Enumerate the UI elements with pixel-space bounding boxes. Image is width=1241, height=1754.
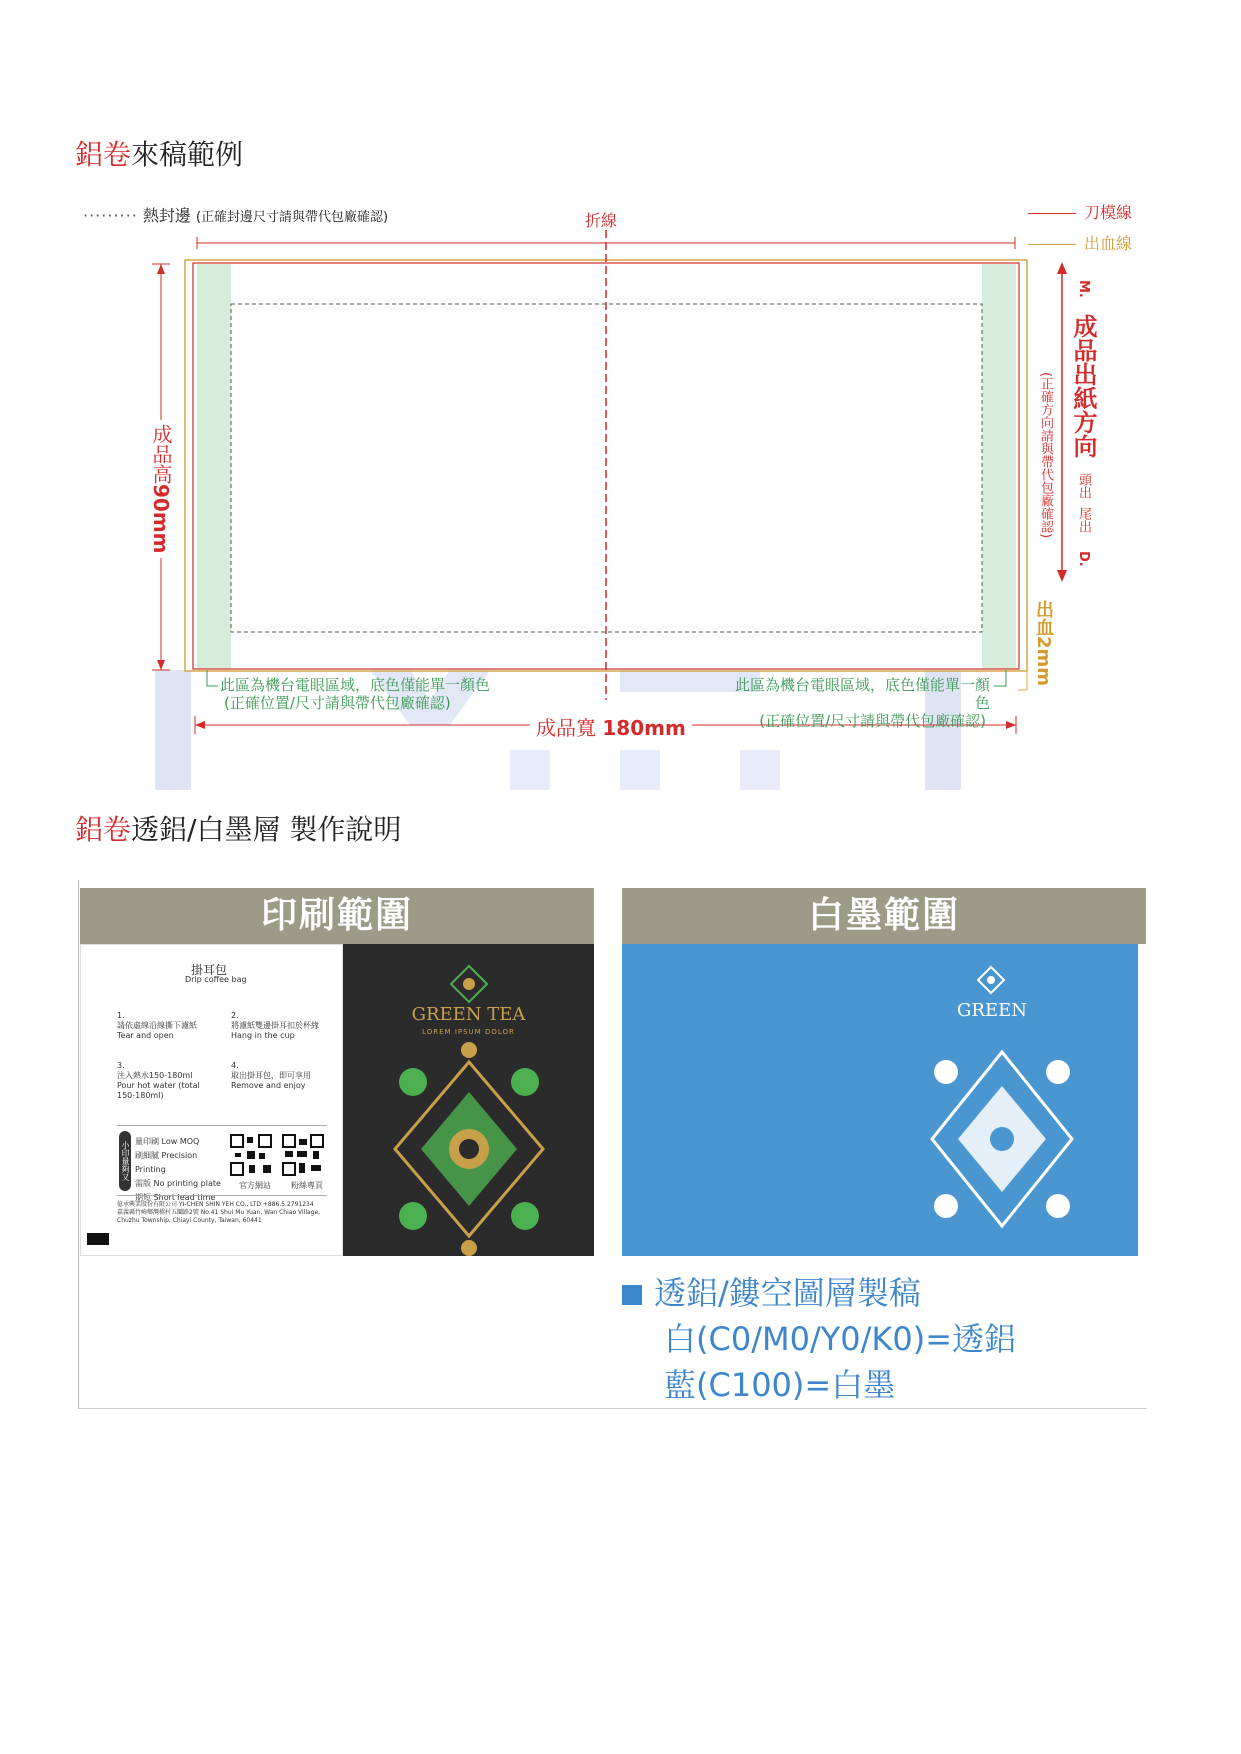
- die-line-legend: 刀模線: [1028, 200, 1168, 223]
- product-name: GREEN TEA: [411, 1004, 526, 1025]
- qr-1-label: 官方網站: [239, 1181, 271, 1190]
- output-direction-label: M. 成品出紙方向 頭出 尾出 D.: [1069, 280, 1097, 568]
- heat-seal-legend: ········· 熱封邊 (正確封邊尺寸請與帶代包廠確認): [83, 206, 389, 225]
- qr-2-label: 粉絲專頁: [291, 1181, 323, 1190]
- divider: [117, 1125, 327, 1126]
- white-product-name: GREEN: [957, 1000, 1027, 1021]
- company-name: 億承興業股份有限公司 YI-CHEN SHIN YEH CO., LTD +886.5.2791234: [117, 1201, 314, 1208]
- company-address: 嘉義縣竹崎鄉灣橋村五鬮路2號 No.41 Shui Mu Yuan, Wan Chiao Village, Chuzhu Township, Chiayi County, Taiwan, 60441: [117, 1209, 321, 1224]
- fold-line-label: 折線: [585, 211, 618, 230]
- section1-title: 鋁卷來稿範例: [75, 138, 244, 171]
- section2-title: 鋁卷透鋁/白墨層 製作說明: [75, 813, 402, 846]
- product-tagline: LOREM IPSUM DOLOR: [422, 1028, 515, 1036]
- print-panel-info: [80, 944, 343, 1256]
- features-badge: 小印量夠又: [119, 1131, 131, 1191]
- white-ink-panel: [622, 944, 1138, 1256]
- step-1: 1. 請依虛線沿線撕下濾紙 Tear and open: [117, 1011, 197, 1040]
- width-dimension-label: 成品寬 180mm: [530, 712, 692, 741]
- step-4: 4. 取出掛耳包，即可享用 Remove and enjoy: [231, 1061, 311, 1090]
- height-dimension-label: 成品高90mm: [146, 420, 176, 558]
- print-panel-artwork: [343, 944, 594, 1256]
- barcode-block: [87, 1233, 109, 1245]
- eye-mark-note-left: 此區為機台電眼區域，底色僅能單一顏色 (正確位置/尺寸請與帶代包廠確認): [220, 676, 491, 712]
- ornament-top-icon: [449, 964, 489, 1004]
- divider-2: [117, 1195, 327, 1196]
- white-ink-area-header: 白墨範圍: [622, 888, 1146, 944]
- bag-subtitle: Drip coffee bag: [185, 975, 247, 984]
- bag-title: 掛耳包: [191, 963, 228, 977]
- features-list: 量印刷 Low MOQ 刷細膩 Precision Printing 需版 No printing plate 期短 Short lead time: [135, 1137, 221, 1202]
- white-ornament-pattern: [922, 1032, 1082, 1246]
- bleed-dimension-label: 出血2mm: [1033, 600, 1054, 687]
- output-direction-note: (正確方向請與帶代包廠確認): [1038, 372, 1053, 539]
- square-bullet-icon: [622, 1285, 642, 1305]
- white-ornament-top-icon: [977, 966, 1005, 994]
- qr-code-2-icon: [281, 1133, 325, 1177]
- layer-notes: 透鋁/鏤空圖層製稿 白(C0/M0/Y0/K0)=透鋁 藍(C100)=白墨: [622, 1270, 1016, 1408]
- print-area-header: 印刷範圍: [80, 888, 594, 944]
- qr-code-1-icon: [229, 1133, 273, 1177]
- bleed-line-legend: 出血線: [1028, 231, 1168, 254]
- step-3: 3. 注入熱水150-180ml Pour hot water (total 150-180ml): [117, 1061, 200, 1100]
- step-2: 2. 將濾紙雙邊掛耳扣於杯緣 Hang in the cup: [231, 1011, 319, 1040]
- eye-mark-note-right: 此區為機台電眼區域，底色僅能單一顏色 (正確位置/尺寸請與帶代包廠確認): [734, 676, 990, 730]
- ornament-pattern: [383, 1042, 555, 1256]
